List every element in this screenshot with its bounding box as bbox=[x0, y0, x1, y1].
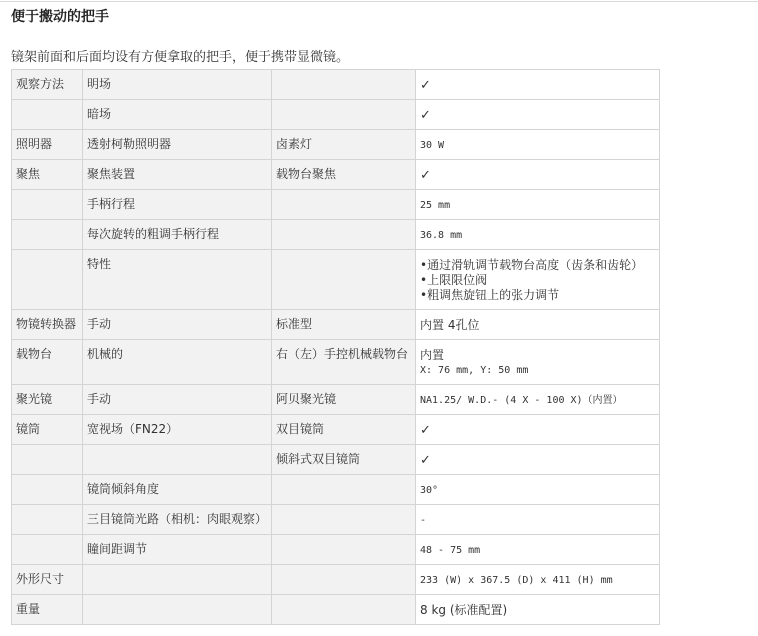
spec-subfeature bbox=[272, 595, 416, 625]
stage-type: 内置 bbox=[420, 348, 445, 362]
spec-value: ✓ bbox=[416, 100, 660, 130]
table-row bbox=[12, 70, 660, 100]
table-row bbox=[12, 505, 660, 535]
table-row bbox=[12, 565, 660, 595]
spec-subfeature: 标准型 bbox=[272, 310, 416, 340]
spec-feature: 宽视场（FN22） bbox=[83, 415, 272, 445]
spec-feature bbox=[83, 445, 272, 475]
spec-feature: 手动 bbox=[83, 385, 272, 415]
table-row bbox=[12, 100, 660, 130]
spec-feature: 三目镜筒光路（相机：肉眼观察） bbox=[83, 505, 272, 535]
spec-category: 观察方法 bbox=[12, 70, 83, 100]
spec-feature: 每次旋转的粗调手柄行程 bbox=[83, 220, 272, 250]
spec-category bbox=[12, 250, 83, 310]
spec-subfeature bbox=[272, 70, 416, 100]
section-intro: 镜架前面和后面均设有方便拿取的把手，便于携带显微镜。 bbox=[11, 50, 350, 65]
spec-feature: 瞳间距调节 bbox=[83, 535, 272, 565]
spec-subfeature: 右（左）手控机械载物台 bbox=[272, 340, 416, 385]
spec-subfeature bbox=[272, 250, 416, 310]
feature-bullet: •通过滑轨调节载物台高度（齿条和齿轮） bbox=[420, 258, 644, 272]
spec-value bbox=[416, 340, 660, 385]
spec-category bbox=[12, 190, 83, 220]
spec-subfeature bbox=[272, 190, 416, 220]
spec-feature: 手动 bbox=[83, 310, 272, 340]
spec-subfeature: 阿贝聚光镜 bbox=[272, 385, 416, 415]
spec-category: 物镜转换器 bbox=[12, 310, 83, 340]
section-heading: 便于搬动的把手 bbox=[11, 9, 109, 25]
spec-feature: 明场 bbox=[83, 70, 272, 100]
table-row bbox=[12, 220, 660, 250]
table-row bbox=[12, 250, 660, 310]
table-row bbox=[12, 190, 660, 220]
spec-subfeature bbox=[272, 220, 416, 250]
spec-value: 36.8 mm bbox=[416, 220, 660, 250]
spec-table bbox=[11, 69, 660, 625]
spec-category: 重量 bbox=[12, 595, 83, 625]
spec-category: 外形尺寸 bbox=[12, 565, 83, 595]
spec-subfeature bbox=[272, 100, 416, 130]
feature-bullet: •上限限位阀 bbox=[420, 273, 488, 287]
spec-category bbox=[12, 535, 83, 565]
spec-category: 照明器 bbox=[12, 130, 83, 160]
table-row bbox=[12, 340, 660, 385]
spec-feature: 特性 bbox=[83, 250, 272, 310]
top-divider bbox=[0, 1, 758, 2]
spec-value: ✓ bbox=[416, 445, 660, 475]
spec-value: 30 W bbox=[416, 130, 660, 160]
spec-subfeature bbox=[272, 565, 416, 595]
spec-subfeature bbox=[272, 535, 416, 565]
table-row bbox=[12, 130, 660, 160]
spec-feature bbox=[83, 595, 272, 625]
spec-category bbox=[12, 475, 83, 505]
spec-category bbox=[12, 445, 83, 475]
spec-feature: 聚焦装置 bbox=[83, 160, 272, 190]
spec-value: ✓ bbox=[416, 415, 660, 445]
spec-value bbox=[416, 250, 660, 310]
spec-category: 载物台 bbox=[12, 340, 83, 385]
stage-travel: X: 76 mm, Y: 50 mm bbox=[420, 365, 529, 376]
spec-feature: 透射柯勒照明器 bbox=[83, 130, 272, 160]
spec-value: NA1.25/ W.D.- (4 X - 100 X)（内置） bbox=[416, 385, 660, 415]
spec-feature: 机械的 bbox=[83, 340, 272, 385]
table-row bbox=[12, 385, 660, 415]
spec-feature bbox=[83, 565, 272, 595]
spec-subfeature: 双目镜筒 bbox=[272, 415, 416, 445]
table-row bbox=[12, 535, 660, 565]
table-row bbox=[12, 475, 660, 505]
spec-value: 48 - 75 mm bbox=[416, 535, 660, 565]
table-row bbox=[12, 595, 660, 625]
spec-feature: 暗场 bbox=[83, 100, 272, 130]
spec-subfeature: 倾斜式双目镜筒 bbox=[272, 445, 416, 475]
spec-value: 8 kg (标准配置) bbox=[416, 595, 660, 625]
spec-value: 内置 4孔位 bbox=[416, 310, 660, 340]
spec-value: 30° bbox=[416, 475, 660, 505]
spec-feature: 手柄行程 bbox=[83, 190, 272, 220]
spec-category bbox=[12, 505, 83, 535]
spec-value: 25 mm bbox=[416, 190, 660, 220]
spec-category: 镜筒 bbox=[12, 415, 83, 445]
spec-subfeature: 载物台聚焦 bbox=[272, 160, 416, 190]
spec-category bbox=[12, 220, 83, 250]
spec-feature: 镜筒倾斜角度 bbox=[83, 475, 272, 505]
spec-subfeature bbox=[272, 505, 416, 535]
table-row bbox=[12, 310, 660, 340]
feature-bullet: •粗调焦旋钮上的张力调节 bbox=[420, 288, 560, 302]
spec-subfeature bbox=[272, 475, 416, 505]
spec-value: 233 (W) x 367.5 (D) x 411 (H) mm bbox=[416, 565, 660, 595]
spec-value: ✓ bbox=[416, 70, 660, 100]
spec-subfeature: 卤素灯 bbox=[272, 130, 416, 160]
spec-category: 聚焦 bbox=[12, 160, 83, 190]
spec-category bbox=[12, 100, 83, 130]
spec-value: - bbox=[416, 505, 660, 535]
table-row bbox=[12, 160, 660, 190]
table-row bbox=[12, 445, 660, 475]
spec-value: ✓ bbox=[416, 160, 660, 190]
spec-category: 聚光镜 bbox=[12, 385, 83, 415]
table-row bbox=[12, 415, 660, 445]
